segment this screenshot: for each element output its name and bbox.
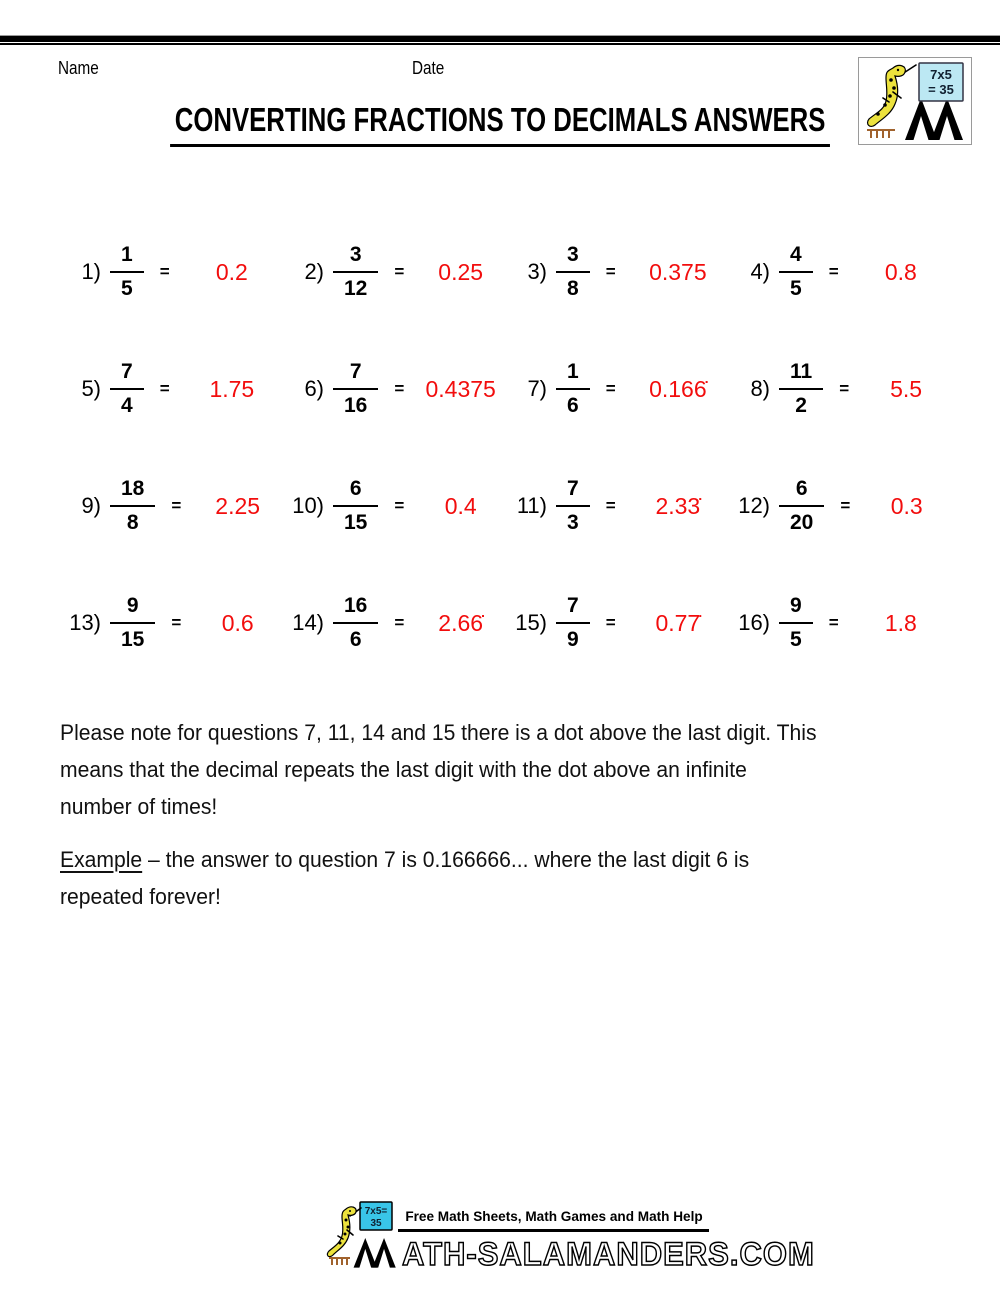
fraction-numerator: 9 [779, 593, 813, 624]
equals-sign: = [171, 613, 182, 632]
problem-number: 14) [292, 610, 324, 635]
fraction-denominator: 5 [790, 628, 802, 651]
equals-sign: = [605, 496, 616, 515]
problems-grid [55, 234, 947, 661]
problem-number: 13) [69, 610, 101, 635]
fraction-numerator: 1 [556, 359, 590, 390]
fraction [333, 359, 378, 420]
page-title: CONVERTING FRACTIONS TO DECIMALS ANSWERS [170, 101, 830, 147]
equals-sign: = [171, 496, 182, 515]
answer-value: 0.375 [649, 258, 707, 285]
answer-value: 1.8 [884, 609, 917, 636]
problem-16 [724, 585, 947, 661]
svg-text:7x5: 7x5 [930, 67, 952, 82]
fraction-numerator: 6 [779, 476, 824, 507]
answer-value: 2.66̇ [438, 609, 484, 636]
problem-number: 1) [81, 259, 101, 284]
answer-value: 0.8 [884, 258, 917, 285]
fraction-denominator: 12 [344, 277, 368, 300]
m-logo-icon [905, 98, 963, 140]
fraction [779, 593, 813, 654]
fraction [110, 476, 155, 537]
footer-bench-icon [329, 1258, 350, 1265]
problem-11 [501, 468, 724, 544]
bench-icon [867, 130, 895, 138]
fraction [779, 476, 824, 537]
answer-value: 5.5 [890, 375, 923, 402]
name-label: Name [58, 58, 99, 78]
answer-value: 0.25 [438, 258, 484, 285]
fraction [556, 476, 590, 537]
fraction-numerator: 6 [333, 476, 378, 507]
fraction [779, 359, 823, 420]
problem-number: 11) [516, 493, 547, 518]
fraction-numerator: 3 [333, 242, 378, 273]
problem-1 [55, 234, 278, 310]
problem-2 [278, 234, 501, 310]
answer-value: 0.4375 [425, 375, 496, 402]
title-wrap [0, 101, 1000, 147]
problem-15 [501, 585, 724, 661]
problem-number: 3) [527, 259, 547, 284]
math-salamanders-logo [858, 57, 972, 145]
fraction-numerator: 7 [556, 593, 590, 624]
fraction-denominator: 8 [126, 511, 139, 534]
fraction [333, 593, 378, 654]
logo-graphic [859, 58, 971, 144]
note-line: number of times! [60, 794, 218, 819]
problem-number: 2) [304, 259, 324, 284]
fraction [333, 476, 378, 537]
fraction [779, 242, 813, 303]
fraction-numerator: 11 [779, 359, 823, 390]
problem-6 [278, 351, 501, 427]
fraction-denominator: 6 [349, 628, 362, 651]
footer-divider [398, 1229, 709, 1232]
example-line: repeated forever! [60, 884, 221, 909]
fraction-denominator: 9 [567, 628, 579, 651]
date-label: Date [412, 58, 445, 78]
problem-12 [724, 468, 947, 544]
answer-value: 2.33̇ [655, 492, 701, 519]
fraction [556, 359, 590, 420]
equals-sign: = [394, 496, 405, 515]
top-divider [0, 35, 1000, 42]
fraction-denominator: 16 [344, 394, 368, 417]
fraction [110, 242, 144, 303]
problem-number: 5) [81, 376, 101, 401]
footer-brand [352, 1233, 815, 1271]
answer-value: 0.77̇ [655, 609, 701, 636]
fraction-denominator: 20 [790, 511, 814, 534]
svg-text:7x5=: 7x5= [364, 1206, 388, 1217]
fraction-numerator: 7 [556, 476, 590, 507]
equals-sign: = [159, 262, 170, 281]
fraction-numerator: 4 [779, 242, 813, 273]
example-label: Example [60, 847, 143, 872]
svg-text:35: 35 [370, 1218, 382, 1229]
problem-number: 16) [738, 610, 770, 635]
fraction-numerator: 18 [110, 476, 155, 507]
fraction-denominator: 15 [121, 628, 145, 651]
problem-4 [724, 234, 947, 310]
answer-value: 0.2 [215, 258, 248, 285]
answer-value: 0.4 [444, 492, 477, 519]
fraction-numerator: 7 [333, 359, 378, 390]
fraction-numerator: 3 [556, 242, 590, 273]
fraction [556, 593, 590, 654]
example-line [60, 841, 749, 878]
problem-number: 4) [750, 259, 770, 284]
equals-sign: = [839, 379, 850, 398]
problem-number: 15) [515, 610, 547, 635]
fraction-numerator: 7 [110, 359, 144, 390]
fraction-denominator: 5 [790, 277, 802, 300]
problem-number: 10) [292, 493, 324, 518]
equals-sign: = [840, 496, 851, 515]
note-line: means that the decimal repeats the last digit with the dot above an infinite [60, 757, 747, 782]
equals-sign: = [828, 613, 839, 632]
equals-sign: = [394, 379, 405, 398]
fraction-denominator: 4 [121, 394, 133, 417]
footer-chalkboard-icon [360, 1202, 392, 1230]
footer-brand-text: ATH-SALAMANDERS.COM [402, 1235, 815, 1273]
problem-3 [501, 234, 724, 310]
footer-tagline: Free Math Sheets, Math Games and Math Help [405, 1208, 703, 1224]
equals-sign: = [394, 262, 405, 281]
note-paragraph [60, 714, 817, 825]
problem-number: 6) [304, 376, 324, 401]
fraction [110, 593, 155, 654]
problem-5 [55, 351, 278, 427]
answer-value: 0.3 [890, 492, 923, 519]
fraction-numerator: 9 [110, 593, 155, 624]
svg-text:= 35: = 35 [928, 82, 954, 97]
equals-sign: = [605, 613, 616, 632]
problem-14 [278, 585, 501, 661]
example-paragraph [60, 841, 749, 915]
fraction-numerator: 1 [110, 242, 144, 273]
footer [0, 1196, 1000, 1286]
problem-8 [724, 351, 947, 427]
logo-chalkboard-icon [919, 63, 963, 101]
fraction [110, 359, 144, 420]
answer-value: 1.75 [209, 375, 255, 402]
answer-value: 0.166̇ [649, 375, 707, 402]
problem-number: 9) [81, 493, 101, 518]
problem-13 [55, 585, 278, 661]
note-line: Please note for questions 7, 11, 14 and 15 there is a dot above the last digit. This [60, 720, 817, 745]
fraction-numerator: 16 [333, 593, 378, 624]
answer-value: 2.25 [215, 492, 261, 519]
fraction-denominator: 2 [795, 394, 807, 417]
example-text: – the answer to question 7 is 0.166666... where the last digit 6 is [142, 847, 750, 872]
equals-sign: = [605, 379, 616, 398]
equals-sign: = [159, 379, 170, 398]
salamander-icon [867, 65, 916, 138]
equals-sign: = [394, 613, 405, 632]
problem-7 [501, 351, 724, 427]
problem-10 [278, 468, 501, 544]
answer-value: 0.6 [221, 609, 254, 636]
fraction-denominator: 5 [121, 277, 133, 300]
fraction [556, 242, 590, 303]
top-divider-thin [0, 43, 1000, 45]
equals-sign: = [828, 262, 839, 281]
footer-m-logo-icon [352, 1233, 402, 1271]
problem-number: 8) [750, 376, 770, 401]
fraction-denominator: 3 [567, 511, 579, 534]
fraction-denominator: 6 [567, 394, 579, 417]
problem-number: 7) [527, 376, 547, 401]
fraction-denominator: 8 [567, 277, 579, 300]
equals-sign: = [605, 262, 616, 281]
fraction-denominator: 15 [344, 511, 368, 534]
problem-9 [55, 468, 278, 544]
fraction [333, 242, 378, 303]
problem-number: 12) [738, 493, 770, 518]
